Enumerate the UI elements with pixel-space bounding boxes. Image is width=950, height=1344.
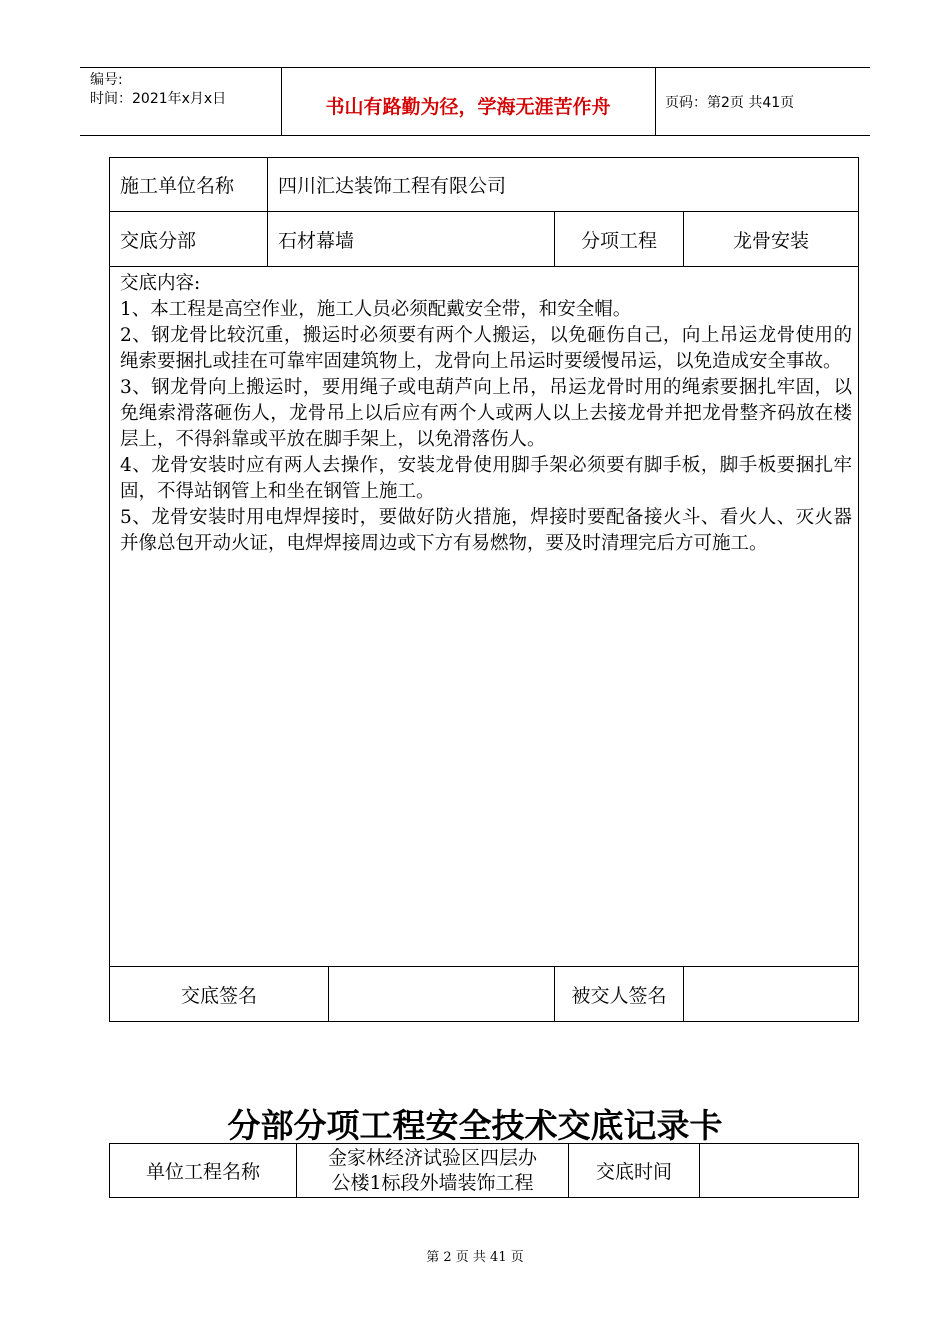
header-time-label: 时间：2021年x月x日 <box>90 91 227 107</box>
unit-project-value-line2: 公楼1标段外墙装饰工程 <box>331 1171 534 1194</box>
discloser-sign-field[interactable] <box>329 967 555 1022</box>
header-divider-right <box>655 67 656 135</box>
discloser-sign-label: 交底签名 <box>110 967 329 1022</box>
header-number-label: 编号: <box>90 72 123 88</box>
unit-name-value: 四川汇达装饰工程有限公司 <box>268 158 859 212</box>
unit-name-label: 施工单位名称 <box>110 158 268 212</box>
content-item-5: 5、龙骨安装时用电焊焊接时，要做好防火措施，焊接时要配备接火斗、看火人、灭火器并像总包开动火证，电焊焊接周边或下方有易燃物，要及时清理完后方可施工。 <box>120 507 853 554</box>
signature-row <box>110 967 859 1022</box>
division-row <box>110 212 859 267</box>
header-motto: 书山有路勤为径，学海无涯苦作舟 <box>325 96 611 118</box>
content-item-4: 4、龙骨安装时应有两人去操作，安装龙骨使用脚手架必须要有脚手板，脚手板要捆扎牢固，不得站钢管上和坐在钢管上施工。 <box>120 455 853 502</box>
header-bottom-rule <box>80 135 870 136</box>
unit-name-row <box>110 158 859 212</box>
unit-project-value <box>297 1144 569 1198</box>
disclosure-time-field[interactable] <box>700 1144 859 1198</box>
content-row <box>110 267 859 967</box>
subitem-label: 分项工程 <box>555 212 684 267</box>
content-item-3: 3、钢龙骨向上搬运时，要用绳子或电葫芦向上吊，吊运龙骨时用的绳索要捆扎牢固，以免绳索滑落砸伤人，龙骨吊上以后应有两个人或两人以上去接龙骨并把龙骨整齐码放在楼层上，不得斜靠或平放在脚手架上，以免滑落伤人。 <box>120 377 853 450</box>
content-title: 交底内容: <box>120 273 201 294</box>
unit-project-label: 单位工程名称 <box>110 1144 297 1198</box>
content-item-2: 2、钢龙骨比较沉重，搬运时必须要有两个人搬运，以免砸伤自己，向上吊运龙骨使用的绳索要捆扎或挂在可靠牢固建筑物上，龙骨向上吊运时要缓慢吊运，以免造成安全事故。 <box>120 325 853 372</box>
footer-page-number: 第 2 页 共 41 页 <box>426 1250 524 1265</box>
content-item-1: 1、本工程是高空作业，施工人员必须配戴安全带，和安全帽。 <box>120 299 632 320</box>
unit-project-value-line1: 金家林经济试验区四层办 <box>327 1146 537 1169</box>
content-cell <box>110 267 859 967</box>
record-card-row <box>110 1144 859 1198</box>
receiver-sign-field[interactable] <box>684 967 859 1022</box>
division-label: 交底分部 <box>110 212 268 267</box>
division-value: 石材幕墙 <box>268 212 555 267</box>
record-card-title: 分部分项工程安全技术交底记录卡 <box>227 1106 723 1145</box>
record-card-table <box>109 1143 859 1198</box>
disclosure-table <box>109 157 859 1022</box>
receiver-sign-label: 被交人签名 <box>555 967 684 1022</box>
subitem-value: 龙骨安装 <box>684 212 859 267</box>
disclosure-time-label: 交底时间 <box>569 1144 700 1198</box>
header-page-label: 页码：第2页 共41页 <box>665 95 795 111</box>
header-top-rule <box>80 67 870 68</box>
